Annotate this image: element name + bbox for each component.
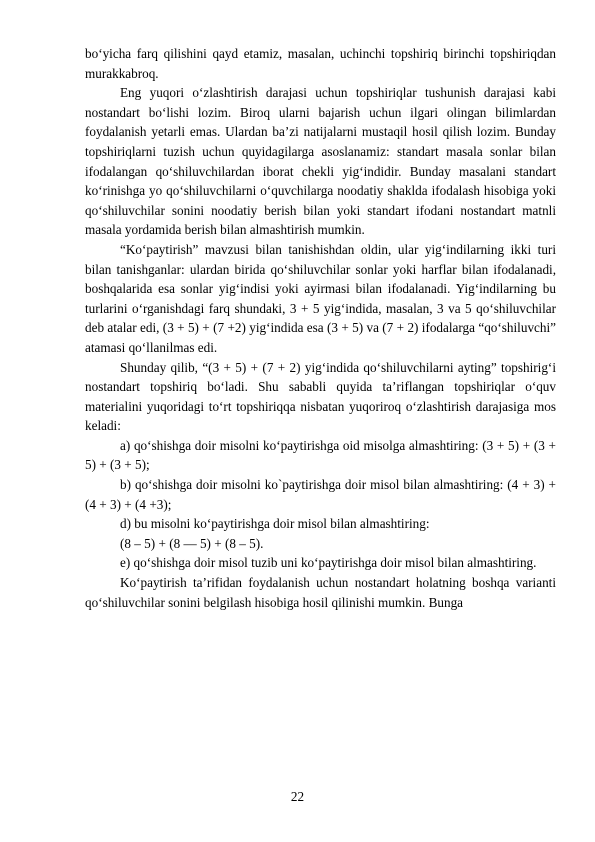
paragraph-definition-usage: Ko‘paytirish ta’rifidan foydalanish uchun nostandart holatning boshqa varianti qo‘shiluvchilar sonini belgilash hisobiga hosil qilinishi mumkin. Bunga <box>85 575 556 610</box>
task-item-a: a) qo‘shishga doir misolni ko‘paytirishga oid misolga almashtiring: (3 + 5) + (3 + 5) + (3 + 5); <box>85 437 556 473</box>
task-item-d: d) bu misolni ko‘paytirishga doir misol bilan almashtiring: <box>120 516 430 532</box>
paragraph-multiplication-topic: “Ko‘paytirish” mavzusi bilan tanishishdan oldin, ular yig‘indilarning ikki turi bilan tanishganlar: ulardan birida qo‘shiluvchilar sonlar yoki harflar bilan ifodalanadi, boshqalarida esa sonlar yig‘indisi yoki ayirmasi bilan ifodalanadi. Yig‘indilarning bu turlarini o‘rganishdagi farq shundaki, 3 + 5 yig‘indida, masalan, 3 va 5 qo‘shiluvchilar deb atalar edi, (3 + 5) + (7 +2) yig‘indida esa (3 + 5) va (7 + 2) ifodalarga “qo‘shiluvchi” atamasi qo‘llanilmas edi. <box>85 241 556 355</box>
task-item-e: e) qo‘shishga doir misol tuzib uni ko‘paytirishga doir misol bilan almashtiring. <box>120 555 537 571</box>
paragraph-highest-level: Eng yuqori o‘zlashtirish darajasi uchun topshiriqlar tushunish darajasi kabi nostandart bo‘lishi lozim. Biroq ularni bajarish uchun ilgari olingan bilimlardan foydalanish yetarli emas. Ulardan ba’zi natijalarni mustaqil hosil qilish lozim. Bunday topshiriqlarni tuzish uchun quyidagilarga asoslanamiz: standart masala sonlar bilan ifodalangan qo‘shiluvchilardan iborat chekli yig‘indidir. Bunday masalani standart ko‘rinishga yo qo‘shiluvchilarni o‘quvchilarga noodatiy shaklda ifodalash hisobiga yoki qo‘shiluvchilar sonini noodatiy berish bilan yoki standart ifodani nostandart matnli masala yordamida berish bilan almashtirish mumkin. <box>85 85 556 238</box>
task-item-b: b) qo‘shishga doir misolni ko`paytirishga doir misol bilan almashtiring: (4 + 3) + (4 + 3) + (4 +3); <box>85 477 556 512</box>
paragraph-nonstandard-task: Shunday qilib, “(3 + 5) + (7 + 2) yig‘indida qo‘shiluvchilarni ayting” topshirig‘i nostandart topshiriq bo‘ladi. Shu sababli quyida ta’riflangan topshiriqlar o‘quv materialini yuqoridagi to‘rt topshiriqqa nisbatan yuqoriroq o‘zlashtirish darajasiga mos keladi: <box>85 359 556 434</box>
document-body <box>85 44 556 612</box>
task-item-d-expression: (8 – 5) + (8 — 5) + (8 – 5). <box>120 535 264 551</box>
page-number: 22 <box>290 789 305 804</box>
paragraph-continuation: bo‘yicha farq qilishini qayd etamiz, masalan, uchinchi topshiriq birinchi topshiriqdan murakkabroq. <box>85 46 556 81</box>
